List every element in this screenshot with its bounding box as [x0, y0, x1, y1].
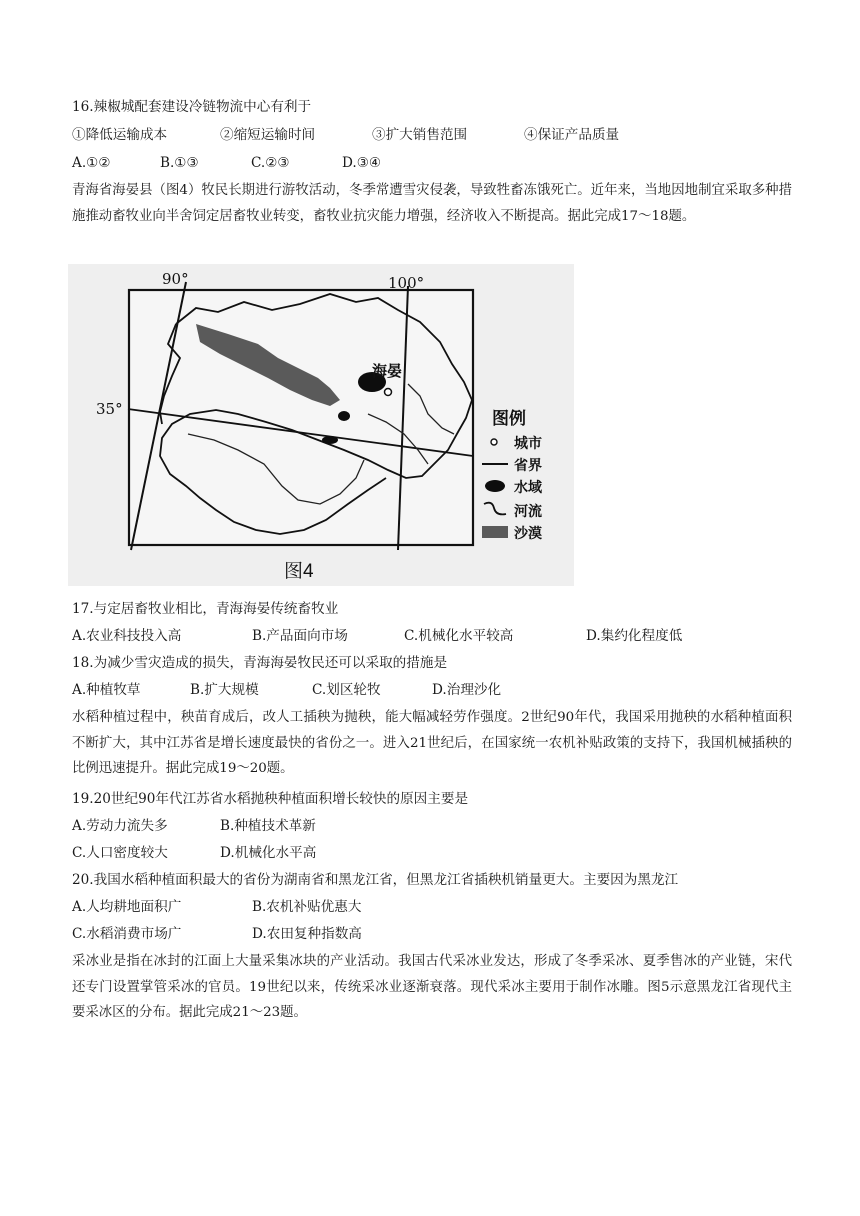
- city-haiyan-label: 海晏: [372, 362, 403, 380]
- water-small-2: [322, 436, 338, 444]
- q20-option-b: B.农机补贴优惠大: [252, 899, 362, 915]
- q18-option-c: C.划区轮牧: [312, 682, 381, 698]
- q20-option-c: C.水稻消费市场广: [72, 926, 182, 942]
- q19-stem: 19.20世纪90年代江苏省水稻抛秧种植面积增长较快的原因主要是: [72, 791, 469, 807]
- q19-option-c: C.人口密度较大: [72, 845, 168, 861]
- legend-city-label: 城市: [514, 436, 542, 452]
- q18-option-d: D.治理沙化: [432, 682, 502, 698]
- q16-option-a: A.①②: [72, 155, 111, 171]
- figure-4-map: [68, 264, 574, 586]
- intro-17-18: 青海省海晏县（图4）牧民长期进行游牧活动，冬季常遭雪灾侵袭，导致牲畜冻饿死亡。近年来，当地因地制宜采取多种措施推动畜牧业向半舍饲定居畜牧业转变，畜牧业抗灾能力增强，经济收入不断提高。据此完成17～18题。: [72, 183, 792, 224]
- lon-90-label: 90°: [162, 270, 189, 288]
- q16-item-2: ②缩短运输时间: [220, 127, 316, 143]
- q17-option-c: C.机械化水平较高: [404, 628, 514, 644]
- city-haiyan-marker: [385, 389, 392, 396]
- q20-stem: 20.我国水稻种植面积最大的省份为湖南省和黑龙江省，但黑龙江省插秧机销量更大。主要因为黑龙江: [72, 872, 679, 888]
- intro-19-20: 水稻种植过程中，秧苗育成后，改人工插秧为抛秧，能大幅减轻劳作强度。2世纪90年代，我国采用抛秧的水稻种植面积不断扩大，其中江苏省是增长速度最快的省份之一。进入21世纪后，在国家统一农机补贴政策的支持下，我国机械插秧的比例迅速提升。据此完成19～20题。: [72, 710, 792, 776]
- legend-river-icon: [484, 503, 506, 515]
- q16-option-b: B.①③: [160, 155, 199, 171]
- q16-item-4: ④保证产品质量: [524, 127, 620, 143]
- q17-stem: 17.与定居畜牧业相比，青海海晏传统畜牧业: [72, 601, 339, 617]
- q16-item-3: ③扩大销售范围: [372, 127, 468, 143]
- legend-city-icon: [491, 439, 497, 445]
- q19-option-d: D.机械化水平高: [220, 845, 317, 861]
- q19-option-b: B.种植技术革新: [220, 818, 316, 834]
- intro-21-23: 采冰业是指在冰封的江面上大量采集冰块的产业活动。我国古代采冰业发达，形成了冬季采冰、夏季售冰的产业链，宋代还专门设置掌管采冰的官员。19世纪以来，传统采冰业逐渐衰落。现代采冰主要用于制作冰雕。图5示意黑龙江省现代主要采冰区的分布。据此完成21～23题。: [72, 954, 792, 1020]
- legend-title: 图例: [492, 409, 526, 429]
- q19-option-a: A.劳动力流失多: [72, 818, 168, 834]
- q17-option-d: D.集约化程度低: [586, 628, 683, 644]
- q16-item-1: ①降低运输成本: [72, 127, 168, 143]
- q18-option-b: B.扩大规模: [190, 682, 259, 698]
- q20-option-d: D.农田复种指数高: [252, 926, 362, 942]
- legend-desert-label: 沙漠: [514, 526, 542, 542]
- legend-water-icon: [485, 480, 505, 492]
- lat-35-label: 35°: [96, 400, 123, 418]
- q20-option-a: A.人均耕地面积广: [72, 899, 182, 915]
- map-frame: [129, 290, 473, 545]
- legend-river-label: 河流: [514, 504, 542, 520]
- q18-stem: 18.为减少雪灾造成的损失，青海海晏牧民还可以采取的措施是: [72, 655, 448, 671]
- q16-stem: 16.辣椒城配套建设冷链物流中心有利于: [72, 99, 312, 115]
- water-small-1: [338, 411, 350, 421]
- q16-option-c: C.②③: [251, 155, 290, 171]
- figure-caption: 图4: [284, 561, 314, 582]
- q18-option-a: A.种植牧草: [72, 682, 141, 698]
- legend-water-label: 水域: [514, 480, 542, 496]
- q16-option-d: D.③④: [342, 155, 382, 171]
- legend-boundary-label: 省界: [514, 458, 542, 474]
- legend-desert-icon: [482, 526, 508, 538]
- q17-option-a: A.农业科技投入高: [72, 628, 182, 644]
- lon-100-label: 100°: [388, 274, 425, 292]
- q17-option-b: B.产品面向市场: [252, 628, 348, 644]
